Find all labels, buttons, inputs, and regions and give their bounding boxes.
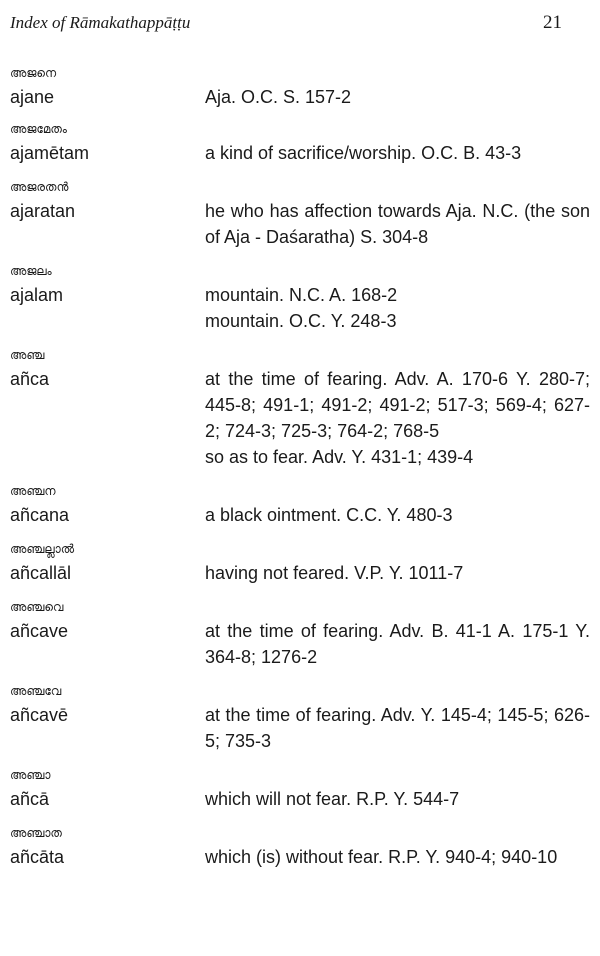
transliteration: ajane xyxy=(10,87,55,107)
definition: so as to fear. Adv. Y. 431-1; 439-4 xyxy=(205,447,474,467)
definition: which will not fear. R.P. Y. 544-7 xyxy=(205,789,460,809)
transliteration: añcallāl xyxy=(10,563,72,583)
index-entry xyxy=(10,684,590,754)
malayalam-headword: അഞ്ചാത xyxy=(10,826,62,840)
definition-block xyxy=(205,618,590,670)
definition: mountain. O.C. Y. 248-3 xyxy=(205,311,397,331)
transliteration: añcana xyxy=(10,505,70,525)
definition-block xyxy=(205,366,590,470)
definition: a kind of sacrifice/worship. O.C. B. 43-3 xyxy=(205,143,522,163)
transliteration: añcāta xyxy=(10,847,65,867)
definition: at the time of fearing. Adv. B. 41-1 A. 175-1 Y. 364-8; 1276-2 xyxy=(205,621,590,667)
index-entry xyxy=(10,542,590,586)
definition: having not feared. V.P. Y. 1011-7 xyxy=(205,563,464,583)
definition-block xyxy=(205,282,590,334)
index-entry xyxy=(10,122,590,166)
definition: at the time of fearing. Adv. A. 170-6 Y. 280-7; 445-8; 491-1; 491-2; 491-2; 517-3; 569-4; 627-2; 724-3; 725-3; 764-2; 768-5 xyxy=(205,369,590,441)
definition-block xyxy=(205,702,590,754)
page-header xyxy=(10,12,562,34)
definition: mountain. N.C. A. 168-2 xyxy=(205,285,398,305)
index-entry xyxy=(10,826,590,870)
index-entry xyxy=(10,600,590,670)
definition: Aja. O.C. S. 157-2 xyxy=(205,87,352,107)
transliteration: añcā xyxy=(10,789,50,809)
definition-block xyxy=(205,84,590,110)
definition-block xyxy=(205,844,590,870)
index-entry xyxy=(10,768,590,812)
index-entry xyxy=(10,180,590,250)
malayalam-headword: അഞ്ച xyxy=(10,348,45,362)
malayalam-headword: അഞ്ചവെ xyxy=(10,600,64,614)
definition-block xyxy=(205,560,590,586)
malayalam-headword: അഞ്ചാ xyxy=(10,768,51,782)
definition-block xyxy=(205,140,590,166)
definition-block xyxy=(205,198,590,250)
transliteration: ajaratan xyxy=(10,201,76,221)
malayalam-headword: അഞ്ചല്ലാൽ xyxy=(10,542,75,556)
definition: at the time of fearing. Adv. Y. 145-4; 145-5; 626-5; 735-3 xyxy=(205,705,590,751)
definition: which (is) without fear. R.P. Y. 940-4; 940-10 xyxy=(205,847,558,867)
malayalam-headword: അജമേതം xyxy=(10,122,67,136)
index-entry xyxy=(10,348,590,470)
malayalam-headword: അഞ്ചന xyxy=(10,484,56,498)
definition: he who has affection towards Aja. N.C. (the son of Aja - Daśaratha) S. 304-8 xyxy=(205,201,590,247)
transliteration: ajalam xyxy=(10,285,64,305)
running-title: Index of Rāmakathappāṭṭu xyxy=(10,13,191,32)
index-entries xyxy=(10,66,590,870)
definition-block xyxy=(205,502,590,528)
malayalam-headword: അജരതൻ xyxy=(10,180,69,194)
malayalam-headword: അജനെ xyxy=(10,66,57,80)
transliteration: ajamētam xyxy=(10,143,90,163)
index-entry xyxy=(10,484,590,528)
definition-block xyxy=(205,786,590,812)
index-entry xyxy=(10,264,590,334)
index-entry xyxy=(10,66,590,110)
transliteration: añcave xyxy=(10,621,69,641)
malayalam-headword: അജലം xyxy=(10,264,52,278)
transliteration: añcavē xyxy=(10,705,69,725)
transliteration: añca xyxy=(10,369,50,389)
definition: a black ointment. C.C. Y. 480-3 xyxy=(205,505,453,525)
page-number: 21 xyxy=(543,12,562,33)
malayalam-headword: അഞ്ചവേ xyxy=(10,684,62,698)
